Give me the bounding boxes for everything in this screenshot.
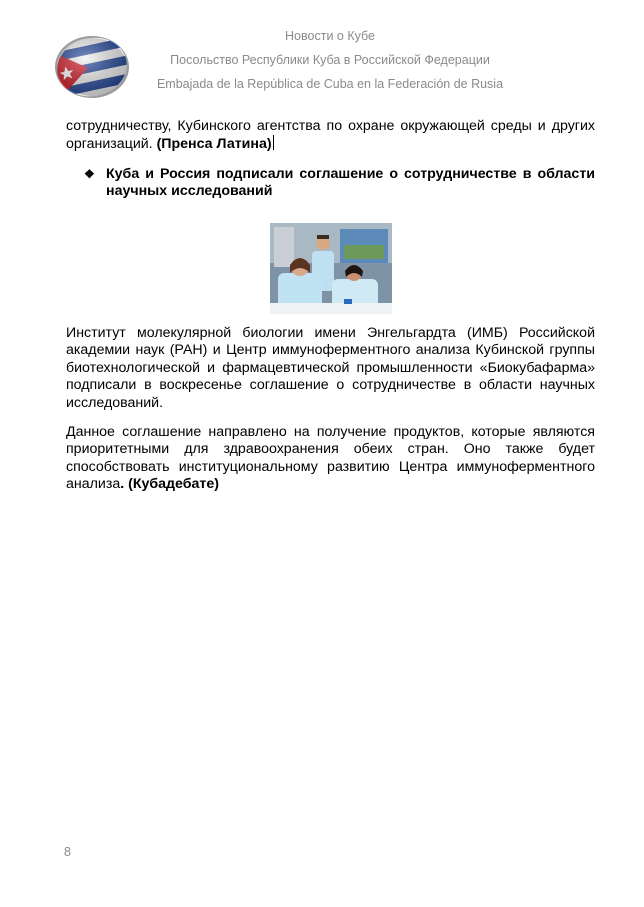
scientists-signing-photo	[270, 223, 392, 314]
paragraph-1	[66, 118, 595, 154]
article-heading: Куба и Россия подписали соглашение о сотрудничестве в области научных исследований	[106, 166, 595, 200]
diamond-bullet-icon: ❖	[84, 167, 95, 181]
header-embassy-ru: Посольство Республики Куба в Российской Федерации	[170, 53, 490, 67]
paragraph-1-text: сотрудничеству, Кубинского агентства по охране окружающей среды и других организаций.	[66, 118, 595, 153]
header-title: Новости о Кубе	[285, 29, 375, 43]
text-cursor	[273, 135, 274, 150]
page-number: 8	[64, 845, 71, 859]
header-embassy-es: Embajada de la República de Cuba en la Federación de Rusia	[156, 77, 504, 91]
source-prensa-latina: (Пренса Латина)	[156, 136, 272, 153]
paragraph-3	[66, 424, 595, 494]
paragraph-3-text: Данное соглашение направлено на получение продуктов, которые являются приоритетными для здравоохранения обеих стран. Оно также будет способствовать институциональному развитию Центра иммуноферментного анализа	[66, 424, 595, 493]
source-cubadebate: . (Кубадебате)	[120, 476, 219, 493]
paragraph-2: Институт молекулярной биологии имени Энгельгардта (ИМБ) Российской академии наук (РАН) и Центр иммуноферментного анализа Кубинской группы биотехнологической и фармацевтической промышленности «Биокубафарма» подписали в воскресенье соглашение о сотрудничестве в области научных исследований.	[66, 325, 595, 411]
cuban-flag-sphere-icon	[54, 35, 130, 99]
